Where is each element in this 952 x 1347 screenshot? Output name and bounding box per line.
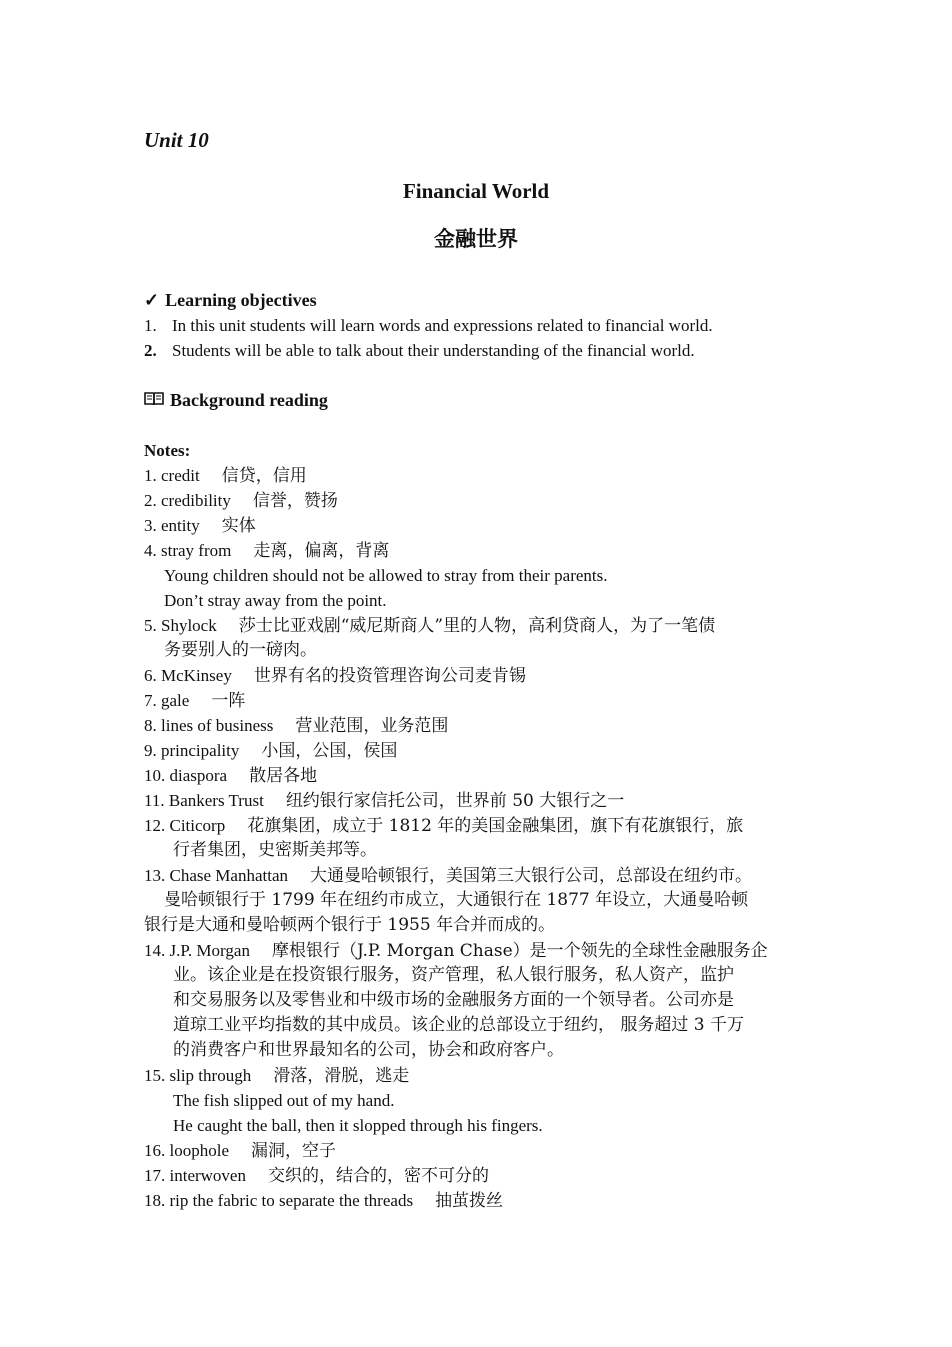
note-number: 18. [144,1191,166,1210]
note-meaning: 莎士比亚戏剧“威尼斯商人”里的人物，高利贷商人，为了一笔债 [238,616,716,636]
notes-list [144,463,808,1213]
note-meaning: 漏洞，空子 [251,1141,336,1161]
note-item [144,513,808,538]
note-number: 6. [144,666,157,685]
note-item [144,1138,808,1163]
note-term: Chase Manhattan [169,866,288,885]
learning-objectives-label: Learning objectives [165,290,317,310]
note-meaning: 走离，偏离，背离 [253,541,390,561]
note-example: Don’t stray away from the point. [164,591,387,610]
note-meaning: 大通曼哈顿银行，美国第三大银行公司，总部设在纽约市。 [310,866,752,886]
note-term: interwoven [169,1166,246,1185]
note-item [144,463,808,488]
page-title: Financial World [402,179,550,203]
note-item [144,613,808,638]
note-number: 16. [144,1141,166,1160]
objective-item [144,313,808,338]
note-continuation: 曼哈顿银行于 1799 年在纽约市成立，大通银行在 1877 年设立，大通曼哈顿 [164,890,749,910]
note-number: 14. [144,941,166,960]
note-meaning: 纽约银行家信托公司，世界前 50 大银行之一 [285,791,625,811]
objective-text: Students will be able to talk about their understanding of the financial world. [172,341,695,360]
note-term: slip through [169,1066,252,1085]
note-number: 9. [144,741,157,760]
note-item [144,1063,808,1088]
note-meaning: 散居各地 [249,766,318,786]
note-number: 12. [144,816,166,835]
note-term: credit [161,466,200,485]
note-term: entity [161,516,200,535]
check-icon: ✓ [144,290,160,310]
note-number: 1. [144,466,157,485]
note-meaning: 小国，公国，侯国 [261,741,398,761]
note-meaning: 一阵 [211,691,246,711]
objective-text: In this unit students will learn words and expressions related to financial world. [172,316,713,335]
note-continuation: 业。该企业是在投资银行服务，资产管理，私人银行服务，私人资产，监护 [173,965,734,985]
note-item [144,713,808,738]
note-meaning: 世界有名的投资管理咨询公司麦肯锡 [253,666,526,686]
note-term: gale [161,691,190,710]
note-meaning: 交织的，结合的，密不可分的 [267,1166,489,1186]
note-term: loophole [169,1141,229,1160]
note-continuation: 道琼工业平均指数的其中成员。该企业的总部设立于纽约， 服务超过 3 千万 [173,1015,745,1035]
learning-objectives-heading [144,288,808,313]
note-term: Bankers Trust [168,791,264,810]
note-term: lines of business [161,716,274,735]
note-continuation: 务要别人的一磅肉。 [164,640,317,660]
note-number: 4. [144,541,157,560]
note-term: credibility [161,491,231,510]
note-example: The fish slipped out of my hand. [173,1091,395,1110]
note-term: McKinsey [161,666,232,685]
note-term: stray from [161,541,232,560]
note-meaning: 实体 [221,516,256,536]
note-term: Shylock [161,616,217,635]
note-number: 5. [144,616,157,635]
note-meaning: 滑落，滑脱，逃走 [273,1066,410,1086]
note-item [144,1163,808,1188]
note-number: 10. [144,766,166,785]
note-number: 3. [144,516,157,535]
note-number: 2. [144,491,157,510]
note-meaning: 信誉，赞扬 [252,491,338,511]
note-item [144,763,808,788]
note-term: Citicorp [169,816,226,835]
note-meaning: 抽茧拨丝 [435,1191,504,1211]
book-icon [144,388,164,413]
note-term: diaspora [169,766,228,785]
note-item [144,688,808,713]
note-number: 8. [144,716,157,735]
note-number: 11. [144,791,165,810]
note-number: 13. [144,866,166,885]
note-item [144,1188,808,1213]
note-meaning: 花旗集团，成立于 1812 年的美国金融集团，旗下有花旗银行，旅 [247,816,744,836]
note-term: principality [161,741,240,760]
note-meaning: 营业范围，业务范围 [295,716,449,736]
note-example: Young children should not be allowed to stray from their parents. [164,566,608,585]
background-reading-label: Background reading [170,390,328,410]
note-continuation: 和交易服务以及零售业和中级市场的金融服务方面的一个领导者。公司亦是 [173,990,734,1010]
background-reading-heading [144,388,808,413]
page-title-chinese: 金融世界 [434,227,518,251]
note-number: 15. [144,1066,166,1085]
objective-number: 1. [144,316,157,335]
note-number: 7. [144,691,157,710]
note-term: J.P. Morgan [169,941,250,960]
notes-heading: Notes: [144,441,191,460]
note-item [144,863,808,888]
note-meaning: 摩根银行（J.P. Morgan Chase）是一个领先的全球性金融服务企 [271,941,768,961]
note-item [144,813,808,838]
objective-number: 2. [144,341,157,360]
note-continuation: 行者集团，史密斯美邦等。 [173,840,377,860]
document-page [144,126,808,1213]
note-item [144,788,808,813]
objective-item [144,338,808,363]
note-number: 17. [144,1166,166,1185]
note-item [144,663,808,688]
unit-label: Unit 10 [144,128,209,152]
note-item [144,738,808,763]
note-continuation: 的消费客户和世界最知名的公司，协会和政府客户。 [173,1040,564,1060]
note-continuation: 银行是大通和曼哈顿两个银行于 1955 年合并而成的。 [144,915,556,935]
note-item [144,538,808,563]
note-item [144,938,808,963]
note-item [144,488,808,513]
note-example: He caught the ball, then it slopped through his fingers. [173,1116,543,1135]
note-meaning: 信贷，信用 [221,466,307,486]
note-term: rip the fabric to separate the threads [169,1191,414,1210]
